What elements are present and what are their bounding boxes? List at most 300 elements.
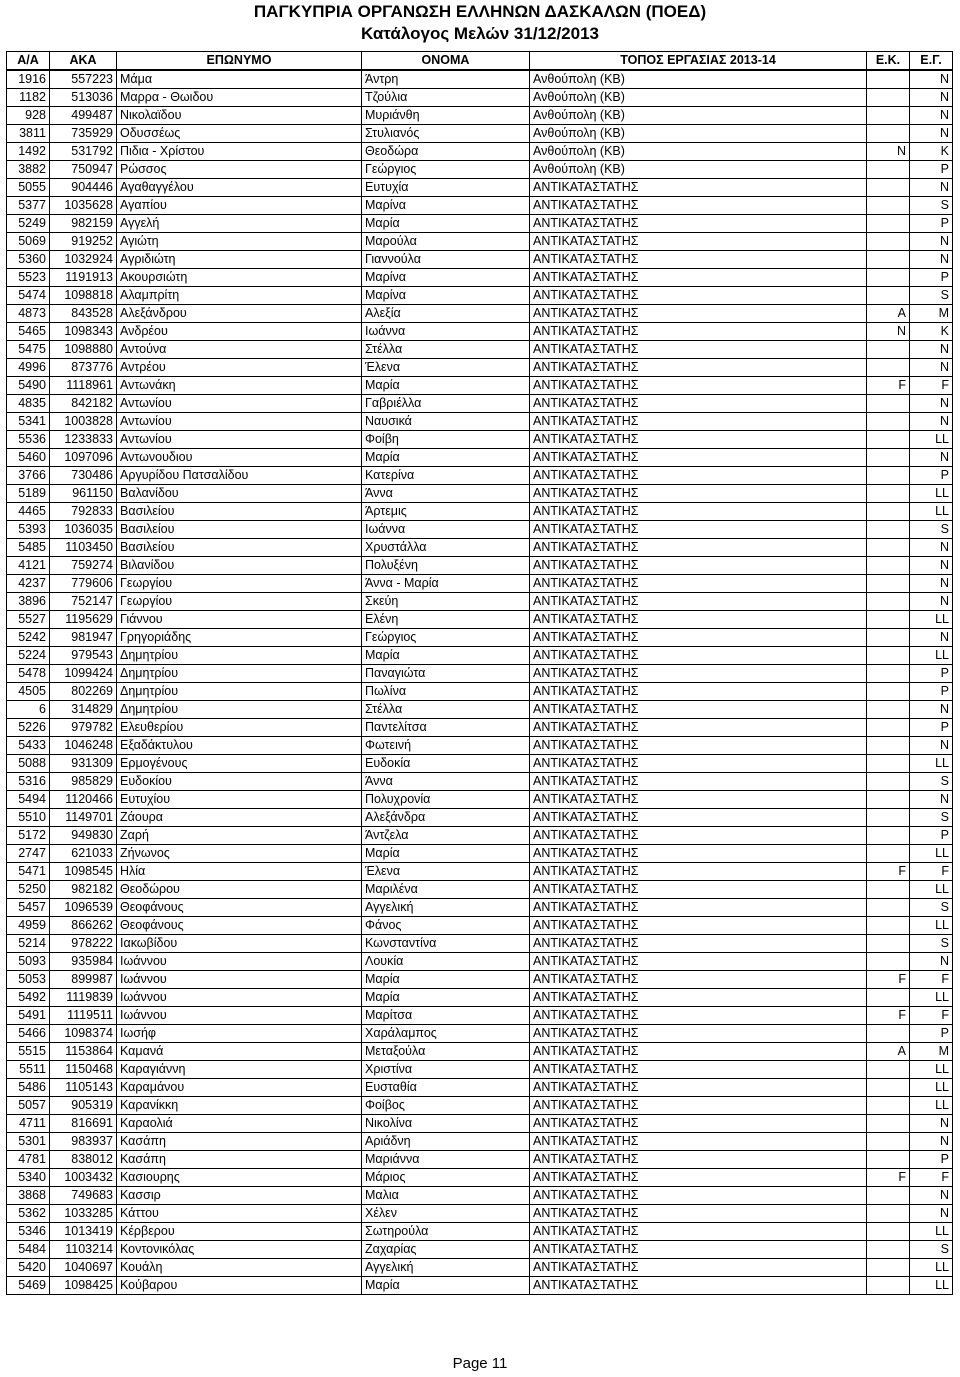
cell-name: Στέλλα — [362, 701, 530, 719]
cell-aa: 1492 — [7, 143, 50, 161]
cell-ek — [867, 395, 910, 413]
cell-name: Θεοδώρα — [362, 143, 530, 161]
cell-aka: 1120466 — [50, 791, 117, 809]
cell-workplace: ΑΝΤΙΚΑΤΑΣΤΑΤΗΣ — [530, 1187, 867, 1205]
table-row — [7, 701, 953, 719]
table-row — [7, 503, 953, 521]
cell-eg: N — [910, 701, 953, 719]
cell-surname: Κασάπη — [117, 1133, 362, 1151]
col-header-ek: Ε.Κ. — [867, 52, 910, 71]
cell-surname: Ευτυχίου — [117, 791, 362, 809]
cell-surname: Αντωνάκη — [117, 377, 362, 395]
cell-workplace: ΑΝΤΙΚΑΤΑΣΤΑΤΗΣ — [530, 395, 867, 413]
cell-workplace: ΑΝΤΙΚΑΤΑΣΤΑΤΗΣ — [530, 773, 867, 791]
cell-surname: Θεοφάνους — [117, 917, 362, 935]
table-row — [7, 70, 953, 89]
cell-workplace: ΑΝΤΙΚΑΤΑΣΤΑΤΗΣ — [530, 179, 867, 197]
col-header-aa: Α/Α — [7, 52, 50, 71]
cell-aka: 1195629 — [50, 611, 117, 629]
cell-surname: Δημητρίου — [117, 647, 362, 665]
cell-aa: 5523 — [7, 269, 50, 287]
cell-workplace: ΑΝΤΙΚΑΤΑΣΤΑΤΗΣ — [530, 701, 867, 719]
cell-aa: 2747 — [7, 845, 50, 863]
table-row — [7, 557, 953, 575]
cell-aka: 866262 — [50, 917, 117, 935]
cell-surname: Καραολιά — [117, 1115, 362, 1133]
cell-surname: Θεοφάνους — [117, 899, 362, 917]
cell-ek — [867, 809, 910, 827]
cell-aa: 3811 — [7, 125, 50, 143]
cell-name: Ευτυχία — [362, 179, 530, 197]
cell-surname: Κασιουρης — [117, 1169, 362, 1187]
table-row — [7, 917, 953, 935]
cell-aka: 1103214 — [50, 1241, 117, 1259]
col-header-workplace: ΤΟΠΟΣ ΕΡΓΑΣΙΑΣ 2013-14 — [530, 52, 867, 71]
cell-surname: Αγιώτη — [117, 233, 362, 251]
cell-ek — [867, 1205, 910, 1223]
cell-aa: 4237 — [7, 575, 50, 593]
cell-eg: K — [910, 323, 953, 341]
cell-eg: F — [910, 1169, 953, 1187]
table-header-row — [7, 52, 953, 71]
cell-name: Μαρούλα — [362, 233, 530, 251]
cell-name: Μαρία — [362, 845, 530, 863]
cell-aa: 5484 — [7, 1241, 50, 1259]
cell-aa: 5172 — [7, 827, 50, 845]
cell-surname: Κέρβερου — [117, 1223, 362, 1241]
table-row — [7, 1115, 953, 1133]
table-row — [7, 377, 953, 395]
table-row — [7, 1097, 953, 1115]
col-header-eg: Ε.Γ. — [910, 52, 953, 71]
table-row — [7, 1169, 953, 1187]
cell-eg: F — [910, 1007, 953, 1025]
cell-ek — [867, 287, 910, 305]
cell-eg: P — [910, 467, 953, 485]
cell-name: Αριάδνη — [362, 1133, 530, 1151]
table-row — [7, 323, 953, 341]
cell-workplace: Ανθούπολη (ΚΒ) — [530, 143, 867, 161]
table-row — [7, 791, 953, 809]
cell-aa: 5492 — [7, 989, 50, 1007]
cell-aka: 779606 — [50, 575, 117, 593]
cell-aka: 1032924 — [50, 251, 117, 269]
cell-workplace: ΑΝΤΙΚΑΤΑΣΤΑΤΗΣ — [530, 1097, 867, 1115]
cell-ek — [867, 575, 910, 593]
cell-surname: Αντωνίου — [117, 395, 362, 413]
cell-eg: N — [910, 125, 953, 143]
cell-ek — [867, 647, 910, 665]
cell-workplace: ΑΝΤΙΚΑΤΑΣΤΑΤΗΣ — [530, 1169, 867, 1187]
cell-ek — [867, 611, 910, 629]
cell-eg: S — [910, 1241, 953, 1259]
cell-aa: 5053 — [7, 971, 50, 989]
cell-aka: 531792 — [50, 143, 117, 161]
cell-workplace: ΑΝΤΙΚΑΤΑΣΤΑΤΗΣ — [530, 323, 867, 341]
cell-name: Χέλεν — [362, 1205, 530, 1223]
cell-name: Ευσταθία — [362, 1079, 530, 1097]
cell-surname: Ερμογένους — [117, 755, 362, 773]
cell-workplace: ΑΝΤΙΚΑΤΑΣΤΑΤΗΣ — [530, 1079, 867, 1097]
col-header-aka: ΑΚΑ — [50, 52, 117, 71]
cell-eg: LL — [910, 647, 953, 665]
cell-ek — [867, 431, 910, 449]
cell-aa: 5393 — [7, 521, 50, 539]
table-row — [7, 485, 953, 503]
cell-name: Μαρία — [362, 971, 530, 989]
cell-surname: Αντωνίου — [117, 431, 362, 449]
table-row — [7, 1205, 953, 1223]
cell-eg: N — [910, 575, 953, 593]
cell-name: Χαράλαμπος — [362, 1025, 530, 1043]
cell-aka: 1096539 — [50, 899, 117, 917]
cell-eg: P — [910, 1151, 953, 1169]
cell-ek — [867, 989, 910, 1007]
cell-name: Φάνος — [362, 917, 530, 935]
cell-aa: 3766 — [7, 467, 50, 485]
cell-name: Νικολίνα — [362, 1115, 530, 1133]
cell-surname: Αντρέου — [117, 359, 362, 377]
cell-workplace: ΑΝΤΙΚΑΤΑΣΤΑΤΗΣ — [530, 503, 867, 521]
cell-workplace: ΑΝΤΙΚΑΤΑΣΤΑΤΗΣ — [530, 971, 867, 989]
cell-name: Χρυστάλλα — [362, 539, 530, 557]
cell-aka: 838012 — [50, 1151, 117, 1169]
cell-name: Μαρίνα — [362, 197, 530, 215]
cell-surname: Μάμα — [117, 70, 362, 89]
cell-surname: Γιάννου — [117, 611, 362, 629]
cell-ek — [867, 629, 910, 647]
cell-surname: Δημητρίου — [117, 701, 362, 719]
cell-workplace: ΑΝΤΙΚΑΤΑΣΤΑΤΗΣ — [530, 1043, 867, 1061]
cell-name: Μεταξούλα — [362, 1043, 530, 1061]
cell-aka: 979782 — [50, 719, 117, 737]
cell-ek — [867, 233, 910, 251]
cell-workplace: ΑΝΤΙΚΑΤΑΣΤΑΤΗΣ — [530, 1205, 867, 1223]
cell-ek — [867, 1277, 910, 1295]
cell-aa: 1182 — [7, 89, 50, 107]
cell-name: Παντελίτσα — [362, 719, 530, 737]
cell-aa: 928 — [7, 107, 50, 125]
cell-name: Άννα - Μαρία — [362, 575, 530, 593]
cell-aa: 5486 — [7, 1079, 50, 1097]
cell-eg: LL — [910, 1277, 953, 1295]
cell-ek — [867, 917, 910, 935]
cell-ek — [867, 89, 910, 107]
cell-ek — [867, 683, 910, 701]
cell-ek: A — [867, 1043, 910, 1061]
table-row — [7, 1079, 953, 1097]
cell-aa: 5491 — [7, 1007, 50, 1025]
cell-aa: 3896 — [7, 593, 50, 611]
table-row — [7, 161, 953, 179]
cell-ek: F — [867, 1007, 910, 1025]
cell-surname: Θεοδώρου — [117, 881, 362, 899]
cell-name: Γεώργιος — [362, 629, 530, 647]
cell-workplace: ΑΝΤΙΚΑΤΑΣΤΑΤΗΣ — [530, 989, 867, 1007]
cell-aka: 1105143 — [50, 1079, 117, 1097]
cell-ek: F — [867, 1169, 910, 1187]
cell-aa: 5469 — [7, 1277, 50, 1295]
cell-ek — [867, 665, 910, 683]
cell-workplace: ΑΝΤΙΚΑΤΑΣΤΑΤΗΣ — [530, 611, 867, 629]
cell-eg: N — [910, 413, 953, 431]
table-row — [7, 719, 953, 737]
cell-workplace: ΑΝΤΙΚΑΤΑΣΤΑΤΗΣ — [530, 359, 867, 377]
table-row — [7, 341, 953, 359]
col-header-surname: ΕΠΩΝΥΜΟ — [117, 52, 362, 71]
table-row — [7, 1043, 953, 1061]
cell-surname: Αλεξάνδρου — [117, 305, 362, 323]
cell-name: Σκεύη — [362, 593, 530, 611]
cell-name: Χριστίνα — [362, 1061, 530, 1079]
cell-aka: 931309 — [50, 755, 117, 773]
cell-eg: LL — [910, 431, 953, 449]
cell-name: Άντζελα — [362, 827, 530, 845]
cell-aka: 1097096 — [50, 449, 117, 467]
cell-aka: 816691 — [50, 1115, 117, 1133]
cell-ek: N — [867, 143, 910, 161]
table-row — [7, 467, 953, 485]
cell-aka: 983937 — [50, 1133, 117, 1151]
cell-eg: N — [910, 89, 953, 107]
cell-surname: Γεωργίου — [117, 593, 362, 611]
cell-ek — [867, 107, 910, 125]
cell-aka: 979543 — [50, 647, 117, 665]
cell-aa: 5249 — [7, 215, 50, 233]
table-row — [7, 539, 953, 557]
cell-ek — [867, 737, 910, 755]
cell-ek — [867, 1079, 910, 1097]
cell-aka: 1003828 — [50, 413, 117, 431]
cell-name: Λουκία — [362, 953, 530, 971]
table-row — [7, 125, 953, 143]
cell-workplace: ΑΝΤΙΚΑΤΑΣΤΑΤΗΣ — [530, 305, 867, 323]
cell-aka: 1098880 — [50, 341, 117, 359]
cell-name: Αλεξάνδρα — [362, 809, 530, 827]
cell-aka: 730486 — [50, 467, 117, 485]
table-row — [7, 773, 953, 791]
cell-workplace: ΑΝΤΙΚΑΤΑΣΤΑΤΗΣ — [530, 1025, 867, 1043]
cell-aka: 314829 — [50, 701, 117, 719]
cell-eg: S — [910, 287, 953, 305]
cell-aa: 5490 — [7, 377, 50, 395]
table-row — [7, 593, 953, 611]
cell-name: Αγγελική — [362, 899, 530, 917]
cell-name: Ιωάννα — [362, 521, 530, 539]
cell-surname: Βιλανίδου — [117, 557, 362, 575]
table-row — [7, 611, 953, 629]
cell-surname: Κουάλη — [117, 1259, 362, 1277]
cell-aa: 5316 — [7, 773, 50, 791]
cell-aa: 6 — [7, 701, 50, 719]
cell-surname: Ιωάννου — [117, 1007, 362, 1025]
table-row — [7, 935, 953, 953]
table-row — [7, 1133, 953, 1151]
cell-eg: LL — [910, 485, 953, 503]
table-row — [7, 287, 953, 305]
cell-name: Μάριος — [362, 1169, 530, 1187]
cell-aka: 982182 — [50, 881, 117, 899]
cell-ek — [867, 359, 910, 377]
table-row — [7, 521, 953, 539]
cell-ek — [867, 197, 910, 215]
cell-eg: P — [910, 161, 953, 179]
cell-eg: LL — [910, 503, 953, 521]
cell-surname: Καραγιάννη — [117, 1061, 362, 1079]
organization-title: ΠΑΓΚΥΠΡΙΑ ΟΡΓΑΝΩΣΗ ΕΛΛΗΝΩΝ ΔΑΣΚΑΛΩΝ (ΠΟΕΔ) — [253, 2, 707, 21]
cell-surname: Κοντονικόλας — [117, 1241, 362, 1259]
cell-ek: F — [867, 971, 910, 989]
cell-ek: A — [867, 305, 910, 323]
cell-workplace: ΑΝΤΙΚΑΤΑΣΤΑΤΗΣ — [530, 917, 867, 935]
table-row — [7, 1277, 953, 1295]
cell-surname: Αγαθαγγέλου — [117, 179, 362, 197]
cell-ek — [867, 755, 910, 773]
cell-aa: 4873 — [7, 305, 50, 323]
cell-eg: LL — [910, 1061, 953, 1079]
cell-surname: Αντωνίου — [117, 413, 362, 431]
cell-aa: 5460 — [7, 449, 50, 467]
cell-eg: N — [910, 1187, 953, 1205]
cell-aka: 1118961 — [50, 377, 117, 395]
cell-aka: 752147 — [50, 593, 117, 611]
cell-eg: N — [910, 449, 953, 467]
cell-surname: Ρώσσος — [117, 161, 362, 179]
cell-aka: 1191913 — [50, 269, 117, 287]
cell-workplace: ΑΝΤΙΚΑΤΑΣΤΑΤΗΣ — [530, 1259, 867, 1277]
cell-aa: 5242 — [7, 629, 50, 647]
table-row — [7, 881, 953, 899]
cell-surname: Καρανίκκη — [117, 1097, 362, 1115]
cell-ek — [867, 269, 910, 287]
table-row — [7, 215, 953, 233]
cell-aka: 499487 — [50, 107, 117, 125]
cell-aka: 1035628 — [50, 197, 117, 215]
cell-aa: 5515 — [7, 1043, 50, 1061]
cell-aka: 1033285 — [50, 1205, 117, 1223]
cell-eg: N — [910, 1133, 953, 1151]
cell-workplace: ΑΝΤΙΚΑΤΑΣΤΑΤΗΣ — [530, 737, 867, 755]
cell-eg: P — [910, 269, 953, 287]
cell-workplace: ΑΝΤΙΚΑΤΑΣΤΑΤΗΣ — [530, 1277, 867, 1295]
cell-workplace: ΑΝΤΙΚΑΤΑΣΤΑΤΗΣ — [530, 935, 867, 953]
cell-name: Παναγιώτα — [362, 665, 530, 683]
table-row — [7, 89, 953, 107]
cell-aka: 1098343 — [50, 323, 117, 341]
cell-ek — [867, 1097, 910, 1115]
cell-aa: 5226 — [7, 719, 50, 737]
cell-eg: N — [910, 251, 953, 269]
cell-aa: 5536 — [7, 431, 50, 449]
table-row — [7, 1259, 953, 1277]
cell-eg: LL — [910, 611, 953, 629]
cell-ek — [867, 467, 910, 485]
cell-workplace: Ανθούπολη (ΚΒ) — [530, 89, 867, 107]
cell-aka: 982159 — [50, 215, 117, 233]
cell-ek — [867, 485, 910, 503]
cell-aka: 1046248 — [50, 737, 117, 755]
cell-ek — [867, 251, 910, 269]
cell-aka: 843528 — [50, 305, 117, 323]
cell-eg: F — [910, 377, 953, 395]
table-row — [7, 251, 953, 269]
cell-name: Αλεξία — [362, 305, 530, 323]
cell-surname: Κασάπη — [117, 1151, 362, 1169]
cell-aka: 1013419 — [50, 1223, 117, 1241]
table-row — [7, 683, 953, 701]
cell-surname: Αργυρίδου Πατσαλίδου — [117, 467, 362, 485]
cell-eg: N — [910, 395, 953, 413]
cell-eg: LL — [910, 881, 953, 899]
cell-workplace: ΑΝΤΙΚΑΤΑΣΤΑΤΗΣ — [530, 791, 867, 809]
cell-workplace: ΑΝΤΙΚΑΤΑΣΤΑΤΗΣ — [530, 593, 867, 611]
cell-name: Μαρίτσα — [362, 1007, 530, 1025]
table-row — [7, 305, 953, 323]
cell-surname: Γρηγοριάδης — [117, 629, 362, 647]
cell-workplace: ΑΝΤΙΚΑΤΑΣΤΑΤΗΣ — [530, 881, 867, 899]
cell-surname: Αγγελή — [117, 215, 362, 233]
cell-eg: N — [910, 539, 953, 557]
cell-ek — [867, 1115, 910, 1133]
cell-eg: S — [910, 899, 953, 917]
cell-name: Άννα — [362, 485, 530, 503]
cell-surname: Αγριδιώτη — [117, 251, 362, 269]
cell-aka: 919252 — [50, 233, 117, 251]
cell-workplace: ΑΝΤΙΚΑΤΑΣΤΑΤΗΣ — [530, 827, 867, 845]
cell-surname: Γεωργίου — [117, 575, 362, 593]
cell-eg: S — [910, 197, 953, 215]
cell-aka: 935984 — [50, 953, 117, 971]
cell-eg: N — [910, 557, 953, 575]
cell-name: Μαρίνα — [362, 287, 530, 305]
cell-surname: Καραμάνου — [117, 1079, 362, 1097]
cell-surname: Ζάουρα — [117, 809, 362, 827]
cell-workplace: Ανθούπολη (ΚΒ) — [530, 161, 867, 179]
cell-ek — [867, 1259, 910, 1277]
cell-aka: 1119839 — [50, 989, 117, 1007]
cell-aa: 5494 — [7, 791, 50, 809]
cell-aa: 3868 — [7, 1187, 50, 1205]
table-row — [7, 647, 953, 665]
cell-ek — [867, 341, 910, 359]
cell-name: Πολυξένη — [362, 557, 530, 575]
cell-name: Πολυχρονία — [362, 791, 530, 809]
cell-name: Έλενα — [362, 359, 530, 377]
cell-workplace: ΑΝΤΙΚΑΤΑΣΤΑΤΗΣ — [530, 341, 867, 359]
table-row — [7, 1061, 953, 1079]
cell-ek — [867, 845, 910, 863]
cell-aka: 1036035 — [50, 521, 117, 539]
table-row — [7, 107, 953, 125]
cell-surname: Βασιλείου — [117, 539, 362, 557]
cell-aa: 4835 — [7, 395, 50, 413]
cell-aa: 5301 — [7, 1133, 50, 1151]
cell-ek — [867, 827, 910, 845]
cell-aa: 5377 — [7, 197, 50, 215]
cell-aa: 5510 — [7, 809, 50, 827]
cell-eg: N — [910, 791, 953, 809]
cell-name: Πωλίνα — [362, 683, 530, 701]
cell-ek — [867, 539, 910, 557]
cell-workplace: ΑΝΤΙΚΑΤΑΣΤΑΤΗΣ — [530, 215, 867, 233]
cell-surname: Αγαπίου — [117, 197, 362, 215]
cell-eg: S — [910, 773, 953, 791]
cell-surname: Ιωάννου — [117, 971, 362, 989]
cell-eg: N — [910, 1205, 953, 1223]
cell-ek — [867, 449, 910, 467]
cell-name: Άννα — [362, 773, 530, 791]
cell-aa: 5360 — [7, 251, 50, 269]
